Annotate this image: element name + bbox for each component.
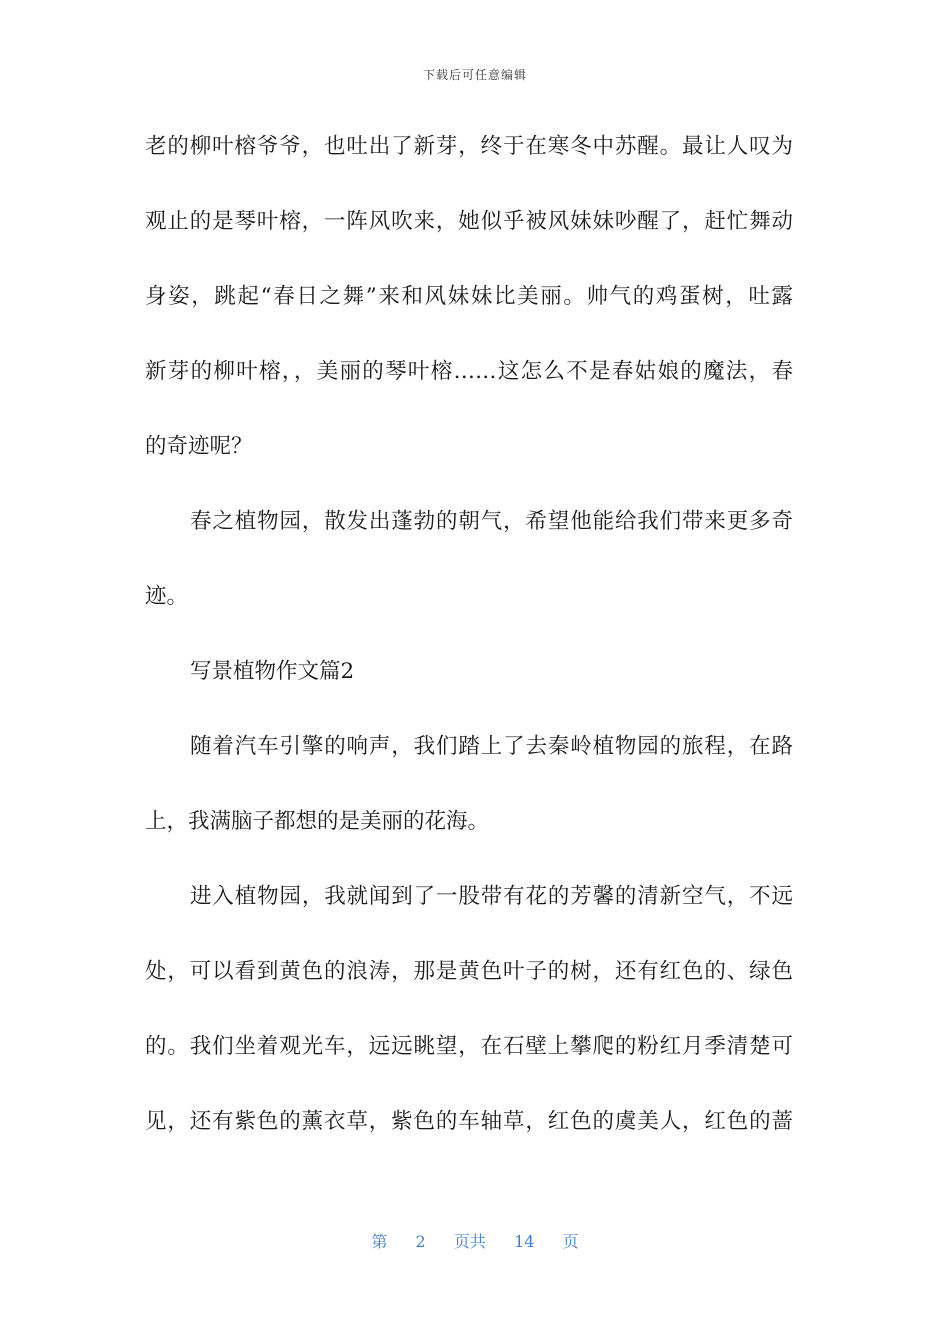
- body-line: 身姿，跳起“春日之舞”来和风妹妹比美丽。帅气的鸡蛋树，吐露: [145, 284, 793, 309]
- body-line: 的。我们坐着观光车，远远眺望，在石壁上攀爬的粉红月季清楚可: [145, 1034, 793, 1059]
- footer-page-number: 2: [415, 1232, 426, 1251]
- footer-suffix: 页: [562, 1232, 579, 1251]
- body-line: 老的柳叶榕爷爷，也吐出了新芽，终于在寒冬中苏醒。最让人叹为: [145, 134, 793, 159]
- section-heading: 写景植物作文篇2: [190, 659, 355, 684]
- footer-prefix: 第: [371, 1232, 388, 1251]
- document-body: [145, 128, 793, 1178]
- body-line: 处，可以看到黄色的浪涛，那是黄色叶子的树，还有红色的、绿色: [145, 959, 793, 984]
- body-line: 迹。: [145, 584, 189, 609]
- body-line: 随着汽车引擎的响声，我们踏上了去秦岭植物园的旅程，在路: [190, 734, 793, 759]
- page-header: [0, 66, 950, 83]
- body-line: 上，我满脑子都想的是美丽的花海。: [145, 809, 490, 834]
- body-line: 春之植物园，散发出蓬勃的朝气，希望他能给我们带来更多奇: [190, 509, 793, 534]
- footer-middle: 页共: [453, 1232, 486, 1251]
- body-line: 见，还有紫色的薰衣草，紫色的车轴草，红色的虞美人，红色的蔷: [145, 1109, 793, 1134]
- body-line: 进入植物园，我就闻到了一股带有花的芳馨的清新空气，不远: [190, 884, 793, 909]
- header-text: 下载后可任意编辑: [422, 68, 527, 82]
- body-line: 的奇迹呢？: [145, 434, 253, 459]
- page-footer: [0, 1229, 950, 1252]
- footer-total-pages: 14: [514, 1232, 535, 1251]
- body-line: 观止的是琴叶榕，一阵风吹来，她似乎被风妹妹吵醒了，赶忙舞动: [145, 209, 793, 234]
- body-line: 新芽的柳叶榕，，美丽的琴叶榕……这怎么不是春姑娘的魔法，春: [145, 359, 793, 384]
